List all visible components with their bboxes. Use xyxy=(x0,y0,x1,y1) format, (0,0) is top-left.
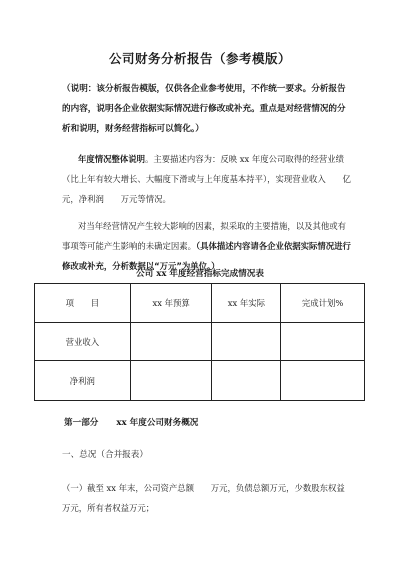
table-header-row xyxy=(35,284,365,323)
table-row xyxy=(35,323,365,361)
table-cell: 净利润 xyxy=(35,361,131,401)
table-cell xyxy=(212,361,281,401)
section-heading: 一、总况（合并报表） xyxy=(62,450,148,460)
table-row xyxy=(35,361,365,401)
overview-paragraph xyxy=(62,149,354,209)
table-cell xyxy=(281,361,365,401)
table-cell xyxy=(130,323,212,361)
kpi-table xyxy=(34,283,365,401)
table-cell xyxy=(130,361,212,401)
overview-body: 。主要描述内容为：反映 xx 年度公司取得的经营业绩（比上年有较大增长、大幅度下滑或与上年度基本持平），实现营业收入 亿元，净利润 万元等情况。 xyxy=(62,154,351,204)
document-title: 公司财务分析报告（参考模版） xyxy=(108,51,291,66)
overview-body-2: 对当年经营情况产生较大影响的因素，拟采取的主要措施，以及其他或有事项等可能产生影响的未确定因素。 xyxy=(62,221,346,251)
section-paragraph: （一）截至 xx 年末，公司资产总额 万元，负债总额万元，少数股东权益 万元，所有者权益万元； xyxy=(62,483,362,513)
overview-heading: 年度情况整体说明 xyxy=(78,154,145,164)
instruction-note: （说明：该分析报告模版，仅供各企业参考使用，不作统一要求。分析报告的内容，说明各企业依据实际情况进行修改或补充。重点是对经营情况的分析和说明，财务经营指标可以简化。） xyxy=(62,84,346,134)
table-header-cell: 项 目 xyxy=(35,284,131,323)
part-label: 第一部分 xyxy=(64,418,99,428)
table-cell xyxy=(212,323,281,361)
table-header-cell: 完成计划% xyxy=(281,284,365,323)
table-header-cell: xx 年实际 xyxy=(212,284,281,323)
table-cell: 营业收入 xyxy=(35,323,131,361)
part-heading xyxy=(64,416,216,428)
table-cell xyxy=(281,323,365,361)
table-header-cell: xx 年预算 xyxy=(130,284,212,323)
part-title: xx 年度公司财务概况 xyxy=(116,418,199,428)
table-caption: 公司 xx 年度经营指标完成情况表 xyxy=(136,269,264,279)
overview-emphasis: （具体描述内容请各企业依据实际情况进行修改或补充，分析数据以“万元”为单位。） xyxy=(62,241,351,271)
